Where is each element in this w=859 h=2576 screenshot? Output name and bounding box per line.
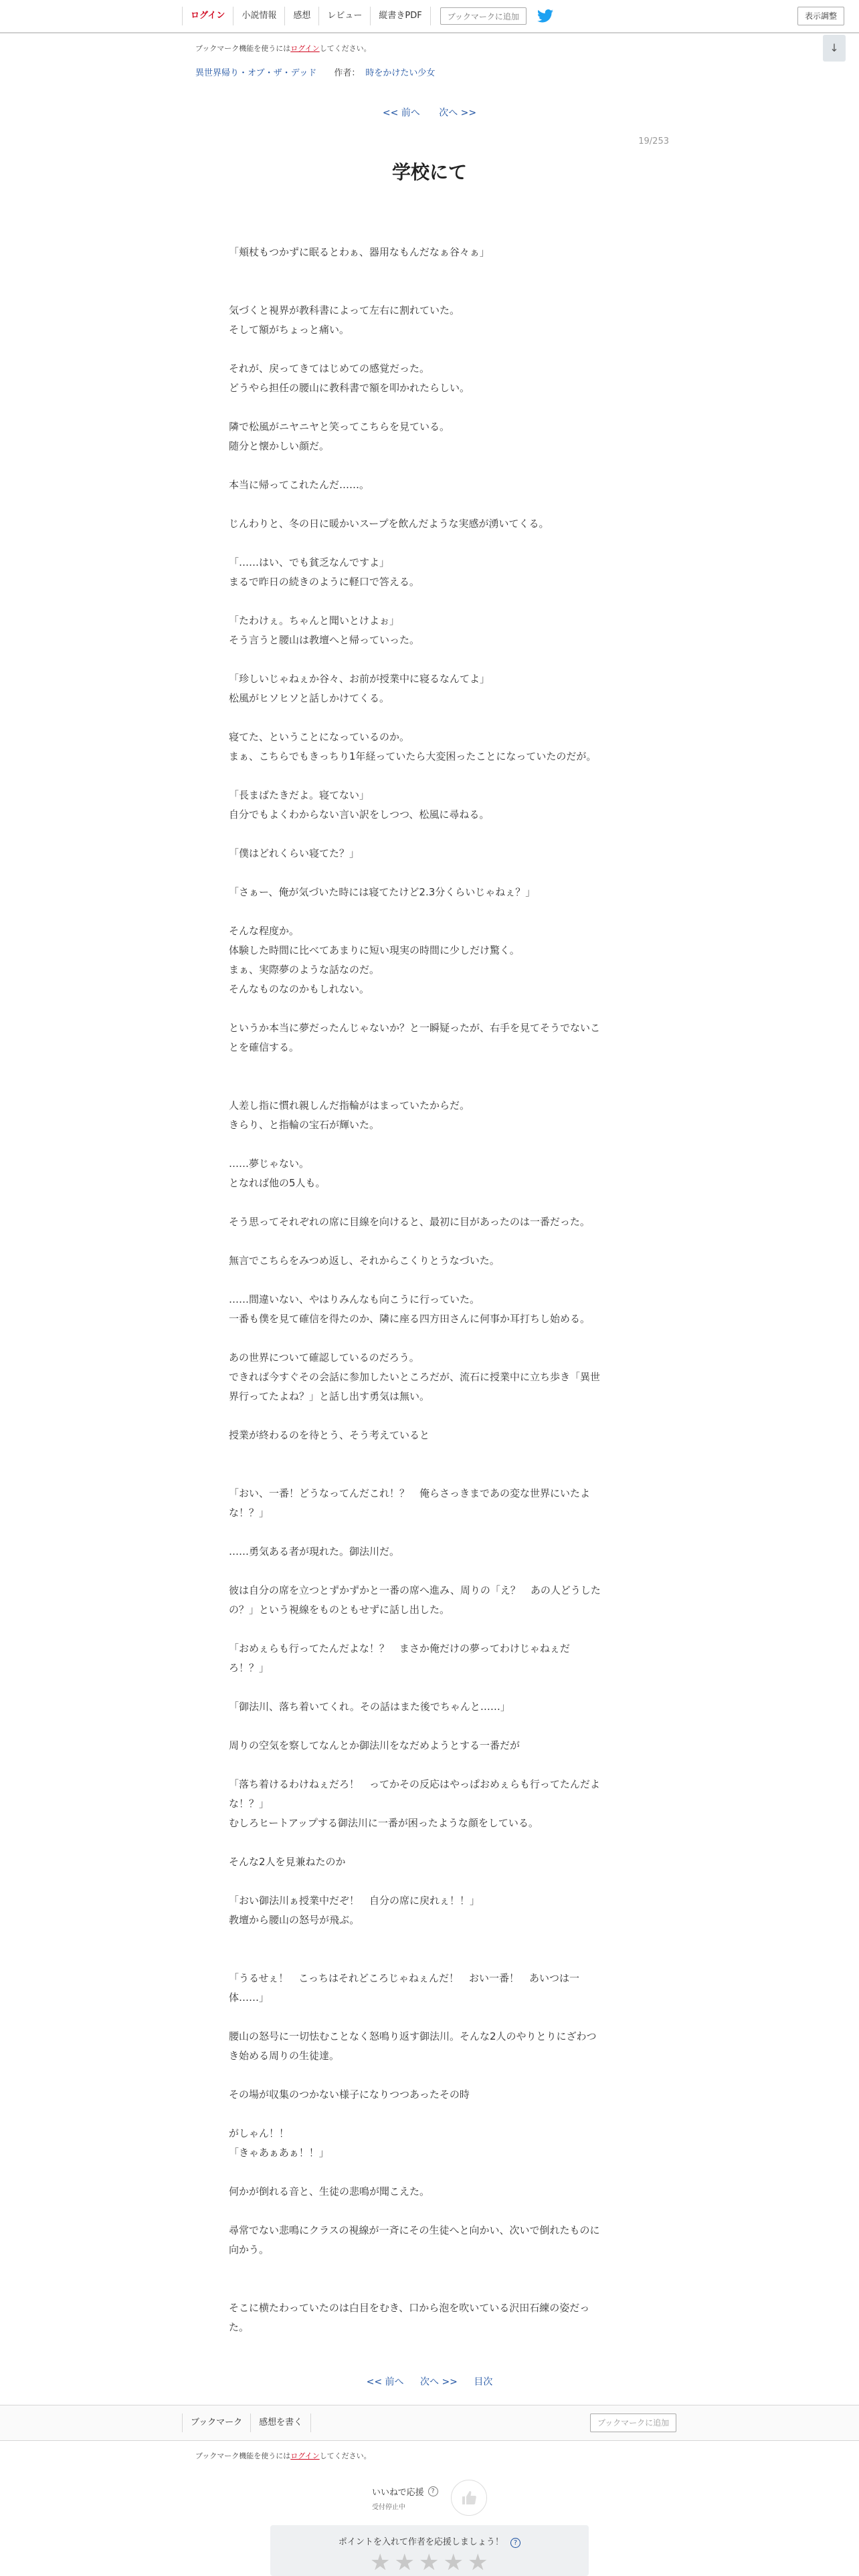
novel-line: 体験した時間に比べてあまりに短い現実の時間に少しだけ驚く。: [229, 944, 520, 956]
review-link[interactable]: レビュー: [319, 7, 371, 25]
novel-line: その場が収集のつかない様子になりつつあったその時: [229, 2088, 470, 2101]
novel-line: [229, 825, 630, 844]
novel-line: 随分と懐かしい顔だ。: [229, 440, 330, 452]
novel-line: [229, 708, 630, 728]
novel-line: となれば他の5人も。: [229, 1177, 326, 1189]
novel-line: 松風がヒソヒソと話しかけてくる。: [229, 692, 390, 704]
write-comment-link[interactable]: 感想を書く: [251, 2413, 311, 2432]
novel-line: そう思ってそれぞれの席に目線を向けると、最初に目があったのは一番だった。: [229, 1216, 590, 1228]
novel-line: [229, 2008, 630, 2027]
novel-line: 無言でこちらをみつめ返し、それからこくりとうなづいた。: [229, 1255, 500, 1267]
novel-line: [229, 2163, 630, 2182]
novel-line: 「さぁー、俺が気づいた時には寝てたけど2.3分くらいじゃねぇ？」: [229, 886, 536, 898]
novel-line: [229, 1193, 630, 1212]
display-settings-button[interactable]: 表示調整: [797, 7, 844, 25]
star-icon[interactable]: ★: [443, 2549, 464, 2576]
novel-line: 「きゃあぁあぁ！！」: [229, 2147, 329, 2159]
novel-line: 本当に帰ってこれたんだ……。: [229, 479, 370, 491]
novel-line: の？」という視線をものともせずに話し出した。: [229, 1604, 450, 1616]
series-title-link[interactable]: 異世界帰り・オブ・ザ・デッド: [195, 68, 317, 78]
novel-line: それが、戻ってきてはじめての感覚だった。: [229, 362, 430, 374]
novel-line: [229, 1949, 630, 1969]
pager-top: [0, 106, 859, 119]
novel-line: [229, 2066, 630, 2085]
bookmark-note-suffix: してください。: [319, 2452, 371, 2460]
novel-line: 「僕はどれくらい寝てた？」: [229, 847, 360, 859]
novel-line: 「落ち着けるわけねぇだろ！ ってかその反応はやっぱおめぇらも行ってたんだよ: [229, 1778, 600, 1790]
bookmark-note-login-link-bottom[interactable]: ログイン: [290, 2452, 320, 2460]
author-label: 作者：: [334, 68, 361, 78]
novel-line: [229, 1445, 630, 1465]
pager-bottom: [0, 2375, 859, 2388]
novel-line: [229, 902, 630, 922]
novel-line: [229, 1678, 630, 1697]
novel-line: 界行ってたよね？」と話し出す勇気は無い。: [229, 1390, 430, 1402]
novel-line: 隣で松風がニヤニヤと笑ってこちらを見ている。: [229, 421, 450, 433]
novel-line: じんわりと、冬の日に暖かいスープを飲んだような実感が湧いてくる。: [229, 518, 549, 530]
like-button[interactable]: [451, 2480, 487, 2516]
like-label-text: いいねで応援: [372, 2488, 424, 2498]
novel-line: [229, 1523, 630, 1542]
novel-line: き始める周りの生徒達。: [229, 2050, 340, 2062]
novel-line: [229, 1406, 630, 1426]
novel-line: とを確信する。: [229, 1041, 300, 1053]
novel-line: [229, 1329, 630, 1348]
novel-line: 「うるせぇ！ こっちはそれどころじゃねぇんだ！ おい一番！ あいつは一: [229, 1972, 579, 1984]
novel-line: まるで昨日の続きのように軽口で答える。: [229, 576, 419, 588]
star-rating: [368, 2549, 490, 2576]
like-label: [372, 2485, 438, 2498]
novel-line: な！？」: [229, 1798, 270, 1810]
novel-line: 「珍しいじゃねぇか谷々、お前が授業中に寝るなんてよ」: [229, 673, 490, 685]
novel-line: [229, 1833, 630, 1852]
bottom-bar: [0, 2405, 859, 2441]
novel-line: 「おい、一番！どうなってんだこれ！？ 俺らさっきまであの変な世界にいたよ: [229, 1487, 591, 1499]
novel-line: 彼は自分の席を立つとずかずかと一番の席へ進み、周りの「え？ あの人どうした: [229, 1584, 601, 1596]
novel-line: がしゃん！！: [229, 2127, 290, 2139]
chapter-title: 学校にて: [391, 161, 467, 183]
novel-line: [229, 1135, 630, 1154]
novel-line: [229, 262, 630, 282]
novel-line: そんな程度か。: [229, 925, 300, 937]
bookmark-note-suffix: してください。: [319, 44, 371, 53]
page-count: 19/253: [638, 136, 669, 146]
bookmark-note-prefix: ブックマーク機能を使うには: [195, 2452, 291, 2460]
novel-line: [229, 1077, 630, 1096]
novel-line: [229, 2279, 630, 2298]
vertical-pdf-link[interactable]: 縦書きPDF: [371, 7, 430, 25]
novel-line: [229, 650, 630, 669]
novel-line: [229, 534, 630, 553]
novel-line: 授業が終わるのを待とう、そう考えていると: [229, 1429, 430, 1441]
login-link[interactable]: ログイン: [182, 7, 233, 25]
novel-line: [229, 1562, 630, 1581]
top-nav: [182, 7, 553, 25]
novel-line: 尋常でない悲鳴にクラスの視線が一斉にその生徒へと向かい、次いで倒れたものに: [229, 2224, 600, 2236]
point-prompt: [270, 2535, 589, 2548]
star-icon[interactable]: ★: [467, 2549, 488, 2576]
scroll-down-button[interactable]: ↓: [823, 35, 846, 62]
bookmark-note-login-link[interactable]: ログイン: [290, 44, 320, 53]
thumbs-up-icon: [461, 2490, 477, 2505]
bookmark-note-prefix: ブックマーク機能を使うには: [195, 44, 291, 53]
top-nav-bar: [0, 0, 859, 33]
novel-line: [229, 1930, 630, 1949]
novel-line: 教壇から腰山の怒号が飛ぶ。: [229, 1914, 360, 1926]
point-prompt-text: ポイントを入れて作者を応援しましょう！: [338, 2537, 504, 2547]
next-page-link[interactable]: 次へ >>: [439, 108, 477, 118]
novel-line: [229, 592, 630, 611]
novel-line: [229, 1717, 630, 1736]
novel-line: [229, 1465, 630, 1484]
novel-line: [229, 1872, 630, 1891]
star-icon[interactable]: ★: [394, 2549, 415, 2576]
novel-line: [229, 1271, 630, 1290]
novel-line: 「おめぇらも行ってたんだよな！？ まさか俺だけの夢ってわけじゃねぇだ: [229, 1642, 570, 1654]
novel-line: できれば今すぐその会話に参加したいところだが、流石に授業中に立ち歩き「異世: [229, 1371, 601, 1383]
novel-line: どうやら担任の腰山に教科書で額を叩かれたらしい。: [229, 382, 470, 394]
bookmark-tab[interactable]: ブックマーク: [182, 2413, 251, 2432]
novel-line: [229, 340, 630, 359]
novel-line: [229, 1755, 630, 1775]
novel-line: そんなものなのかもしれない。: [229, 983, 370, 995]
novel-line: ……勇気ある者が現れた。御法川だ。: [229, 1545, 400, 1558]
novel-line: [229, 1057, 630, 1077]
bookmark-login-note-bottom: [195, 2450, 371, 2461]
star-icon[interactable]: ★: [370, 2549, 391, 2576]
add-bookmark-button[interactable]: ブックマークに追加: [440, 7, 527, 25]
add-bookmark-button-bottom[interactable]: ブックマークに追加: [590, 2413, 676, 2432]
twitter-icon[interactable]: [537, 9, 553, 23]
novel-line: むしろヒートアップする御法川に一番が困ったような顔をしている。: [229, 1817, 539, 1829]
novel-line: 「長まばたきだよ。寝てない」: [229, 789, 370, 801]
novel-line: 「……はい、でも貧乏なんですよ」: [229, 556, 390, 568]
novel-line: [229, 1232, 630, 1251]
novel-line: ……夢じゃない。: [229, 1158, 310, 1170]
novel-line: [229, 282, 630, 301]
novel-line: そこに横たわっていたのは白目をむき、口から泡を吹いている沢田石練の姿だっ: [229, 2302, 590, 2314]
novel-line: [229, 398, 630, 417]
novel-line: 気づくと視界が教科書によって左右に割れていた。: [229, 304, 460, 316]
like-status: 受付停止中: [372, 2504, 405, 2511]
novel-line: そう言うと腰山は教壇へと帰っていった。: [229, 634, 420, 646]
novel-line: [229, 1620, 630, 1639]
novel-line: 体……」: [229, 1992, 270, 2004]
novel-line: [229, 2202, 630, 2221]
next-page-link-bottom[interactable]: 次へ >>: [420, 2377, 458, 2387]
novel-line: 「頬杖もつかずに眠るとわぁ、器用なもんだなぁ谷々ぁ」: [229, 246, 490, 258]
novel-line: まぁ、実際夢のような話なのだ。: [229, 964, 380, 976]
novel-line: た。: [229, 2321, 250, 2333]
novel-line: [229, 456, 630, 475]
novel-line: 人差し指に慣れ親しんだ指輪がはまっていたからだ。: [229, 1099, 470, 1111]
prev-page-link-bottom[interactable]: << 前へ: [366, 2377, 404, 2387]
novel-line: 周りの空気を察してなんとか御法川をなだめようとする一番だが: [229, 1739, 520, 1751]
novel-line: 寝てた、ということになっているのか。: [229, 731, 410, 743]
novel-line: そして額がちょっと痛い。: [229, 324, 350, 336]
novel-line: 「たわけぇ。ちゃんと聞いとけよぉ」: [229, 615, 400, 627]
novel-line: [229, 2105, 630, 2124]
novel-line: [229, 863, 630, 883]
novel-line: 自分でもよくわからない言い訳をしつつ、松風に尋ねる。: [229, 809, 490, 821]
novel-line: [229, 766, 630, 786]
novel-line: 「おい御法川ぁ授業中だぞ！ 自分の席に戻れぇ！！」: [229, 1895, 480, 1907]
novel-line: [229, 2260, 630, 2279]
novel-line: まぁ、こちらでもきっちり1年経っていたら大変困ったことになっていたのだが。: [229, 750, 597, 762]
prev-page-link[interactable]: << 前へ: [382, 108, 420, 118]
novel-line: 一番も僕を見て確信を得たのか、隣に座る四方田さんに何事か耳打ちし始める。: [229, 1313, 591, 1325]
author-link[interactable]: 時をかけたい少女: [365, 68, 436, 78]
toc-link[interactable]: 目次: [474, 2377, 493, 2387]
novel-line: ……間違いない、やはりみんなも向こうに行っていた。: [229, 1293, 480, 1305]
novel-line: きらり、と指輪の宝石が輝いた。: [229, 1119, 380, 1131]
point-help-icon[interactable]: ?: [510, 2538, 520, 2548]
novel-line: な！？」: [229, 1507, 270, 1519]
novel-line: 「御法川、落ち着いてくれ。その話はまた後でちゃんと……」: [229, 1701, 510, 1713]
novel-meta: [195, 66, 435, 78]
comments-link[interactable]: 感想: [285, 7, 319, 25]
novel-line: 腰山の怒号に一切怯むことなく怒鳴り返す御法川。そんな2人のやりとりにざわつ: [229, 2030, 597, 2042]
novel-line: [229, 999, 630, 1018]
like-help-icon[interactable]: ?: [428, 2486, 438, 2496]
novel-body: [229, 243, 630, 2337]
bookmark-login-note: [195, 43, 371, 53]
novel-line: ろ！？」: [229, 1662, 270, 1674]
novel-line: あの世界について確認しているのだろう。: [229, 1352, 419, 1364]
novel-line: というか本当に夢だったんじゃないか？と一瞬疑ったが、右手を見てそうでないこ: [229, 1022, 601, 1034]
novel-line: そんな2人を見兼ねたのか: [229, 1856, 346, 1868]
point-rating-box: [270, 2525, 589, 2576]
novel-line: 何かが倒れる音と、生徒の悲鳴が聞こえた。: [229, 2185, 430, 2197]
bottom-tabs: [182, 2413, 311, 2432]
star-icon[interactable]: ★: [418, 2549, 440, 2576]
novel-line: [229, 495, 630, 514]
novel-line: 向かう。: [229, 2244, 270, 2256]
novel-info-link[interactable]: 小説情報: [233, 7, 285, 25]
